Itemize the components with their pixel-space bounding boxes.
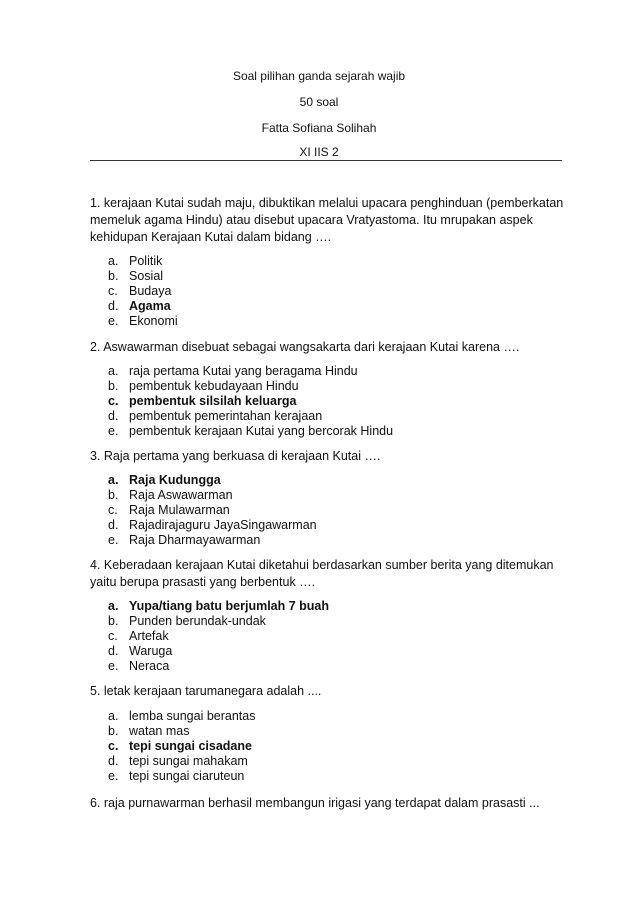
option-text: raja pertama Kutai yang beragama Hindu	[129, 364, 358, 378]
question-3-options	[108, 473, 317, 548]
option-text: Politik	[129, 254, 163, 268]
option-text: tepi sungai mahakam	[129, 754, 248, 768]
option-letter: e.	[108, 314, 119, 328]
option-letter: e.	[108, 659, 119, 673]
option-text: Raja Mulawarman	[129, 503, 230, 517]
option-d	[108, 754, 255, 769]
option-letter: a.	[108, 599, 119, 613]
option-text: Raja Dharmayawarman	[129, 533, 261, 547]
option-letter: a.	[108, 254, 119, 268]
option-text: pembentuk silsilah keluarga	[129, 394, 297, 408]
option-d	[108, 409, 393, 424]
option-letter: c.	[108, 394, 119, 408]
option-letter: b.	[108, 269, 119, 283]
option-c	[108, 503, 317, 518]
option-b	[108, 614, 329, 629]
option-d	[108, 518, 317, 533]
option-text: lemba sungai berantas	[129, 709, 256, 723]
option-text: pembentuk pemerintahan kerajaan	[129, 409, 323, 423]
question-5-options	[108, 709, 255, 784]
option-a-answer	[108, 473, 317, 488]
option-text: watan mas	[129, 724, 190, 738]
option-letter: d.	[108, 644, 119, 658]
option-d-answer	[108, 299, 178, 314]
option-text: Artefak	[129, 629, 169, 643]
option-text: tepi sungai cisadane	[129, 739, 252, 753]
option-text: tepi sungai ciaruteun	[129, 769, 245, 783]
option-a	[108, 364, 393, 379]
option-b	[108, 724, 255, 739]
question-1-text: 1. kerajaan Kutai sudah maju, dibuktikan melalui upacara penghinduan (pemberkatan memeluk agama Hindu) atau disebut upacara Vratyastoma. Itu mrupakan aspek kehidupan Kerajaan Kutai dalam bidang ….	[90, 196, 564, 244]
option-letter: c.	[108, 503, 118, 517]
option-text: Punden berundak-undak	[129, 614, 266, 628]
option-letter: c.	[108, 739, 119, 753]
question-6-text: 6. raja purnawarman berhasil membangun irigasi yang terdapat dalam prasasti ...	[90, 796, 540, 810]
question-1-options	[108, 254, 178, 329]
option-letter: d.	[108, 754, 119, 768]
option-c	[108, 284, 178, 299]
option-c	[108, 629, 329, 644]
option-d	[108, 644, 329, 659]
option-letter: d.	[108, 299, 119, 313]
option-b	[108, 379, 393, 394]
question-4-options	[108, 599, 329, 674]
option-e	[108, 424, 393, 439]
option-text: Budaya	[129, 284, 172, 298]
option-letter: a.	[108, 364, 119, 378]
option-a-answer	[108, 599, 329, 614]
option-letter: c.	[108, 284, 118, 298]
option-letter: c.	[108, 629, 118, 643]
option-text: Raja Kudungga	[129, 473, 221, 487]
option-letter: d.	[108, 518, 119, 532]
header-title: Soal pilihan ganda sejarah wajib	[232, 69, 406, 83]
header-divider	[90, 160, 562, 161]
option-text: pembentuk kebudayaan Hindu	[129, 379, 299, 393]
option-e	[108, 314, 178, 329]
option-text: Waruga	[129, 644, 173, 658]
option-b	[108, 269, 178, 284]
option-text: Yupa/tiang batu berjumlah 7 buah	[129, 599, 330, 613]
option-a	[108, 254, 178, 269]
option-a	[108, 709, 255, 724]
option-c-answer	[108, 739, 255, 754]
option-letter: b.	[108, 379, 119, 393]
option-letter: b.	[108, 614, 119, 628]
option-letter: a.	[108, 473, 119, 487]
option-e	[108, 659, 329, 674]
option-text: pembentuk kerajaan Kutai yang bercorak Hindu	[129, 424, 394, 438]
option-e	[108, 533, 317, 548]
header-count: 50 soal	[299, 95, 339, 109]
header-class: XI IIS 2	[299, 145, 339, 159]
question-5-text: 5. letak kerajaan tarumanegara adalah ....	[90, 684, 322, 698]
option-letter: e.	[108, 769, 119, 783]
option-letter: b.	[108, 724, 119, 738]
question-3-text: 3. Raja pertama yang berkuasa di kerajaan Kutai ….	[90, 449, 381, 463]
question-2-text: 2. Aswawarman disebuat sebagai wangsakarta dari kerajaan Kutai karena ….	[90, 340, 520, 354]
option-letter: e.	[108, 533, 119, 547]
question-2-options	[108, 364, 393, 439]
option-letter: b.	[108, 488, 119, 502]
question-4-text: 4. Keberadaan kerajaan Kutai diketahui berdasarkan sumber berita yang ditemukan yaitu berupa prasasti yang berbentuk ….	[90, 558, 554, 589]
option-b	[108, 488, 317, 503]
option-text: Agama	[129, 299, 171, 313]
option-text: Neraca	[129, 659, 170, 673]
option-text: Ekonomi	[129, 314, 178, 328]
option-letter: a.	[108, 709, 119, 723]
option-c-answer	[108, 394, 393, 409]
option-text: Raja Aswawarman	[129, 488, 233, 502]
option-text: Sosial	[129, 269, 164, 283]
option-letter: e.	[108, 424, 119, 438]
option-text: Rajadirajaguru JayaSingawarman	[129, 518, 317, 532]
option-letter: d.	[108, 409, 119, 423]
header-author: Fatta Sofiana Solihah	[261, 121, 377, 135]
option-e	[108, 769, 255, 784]
